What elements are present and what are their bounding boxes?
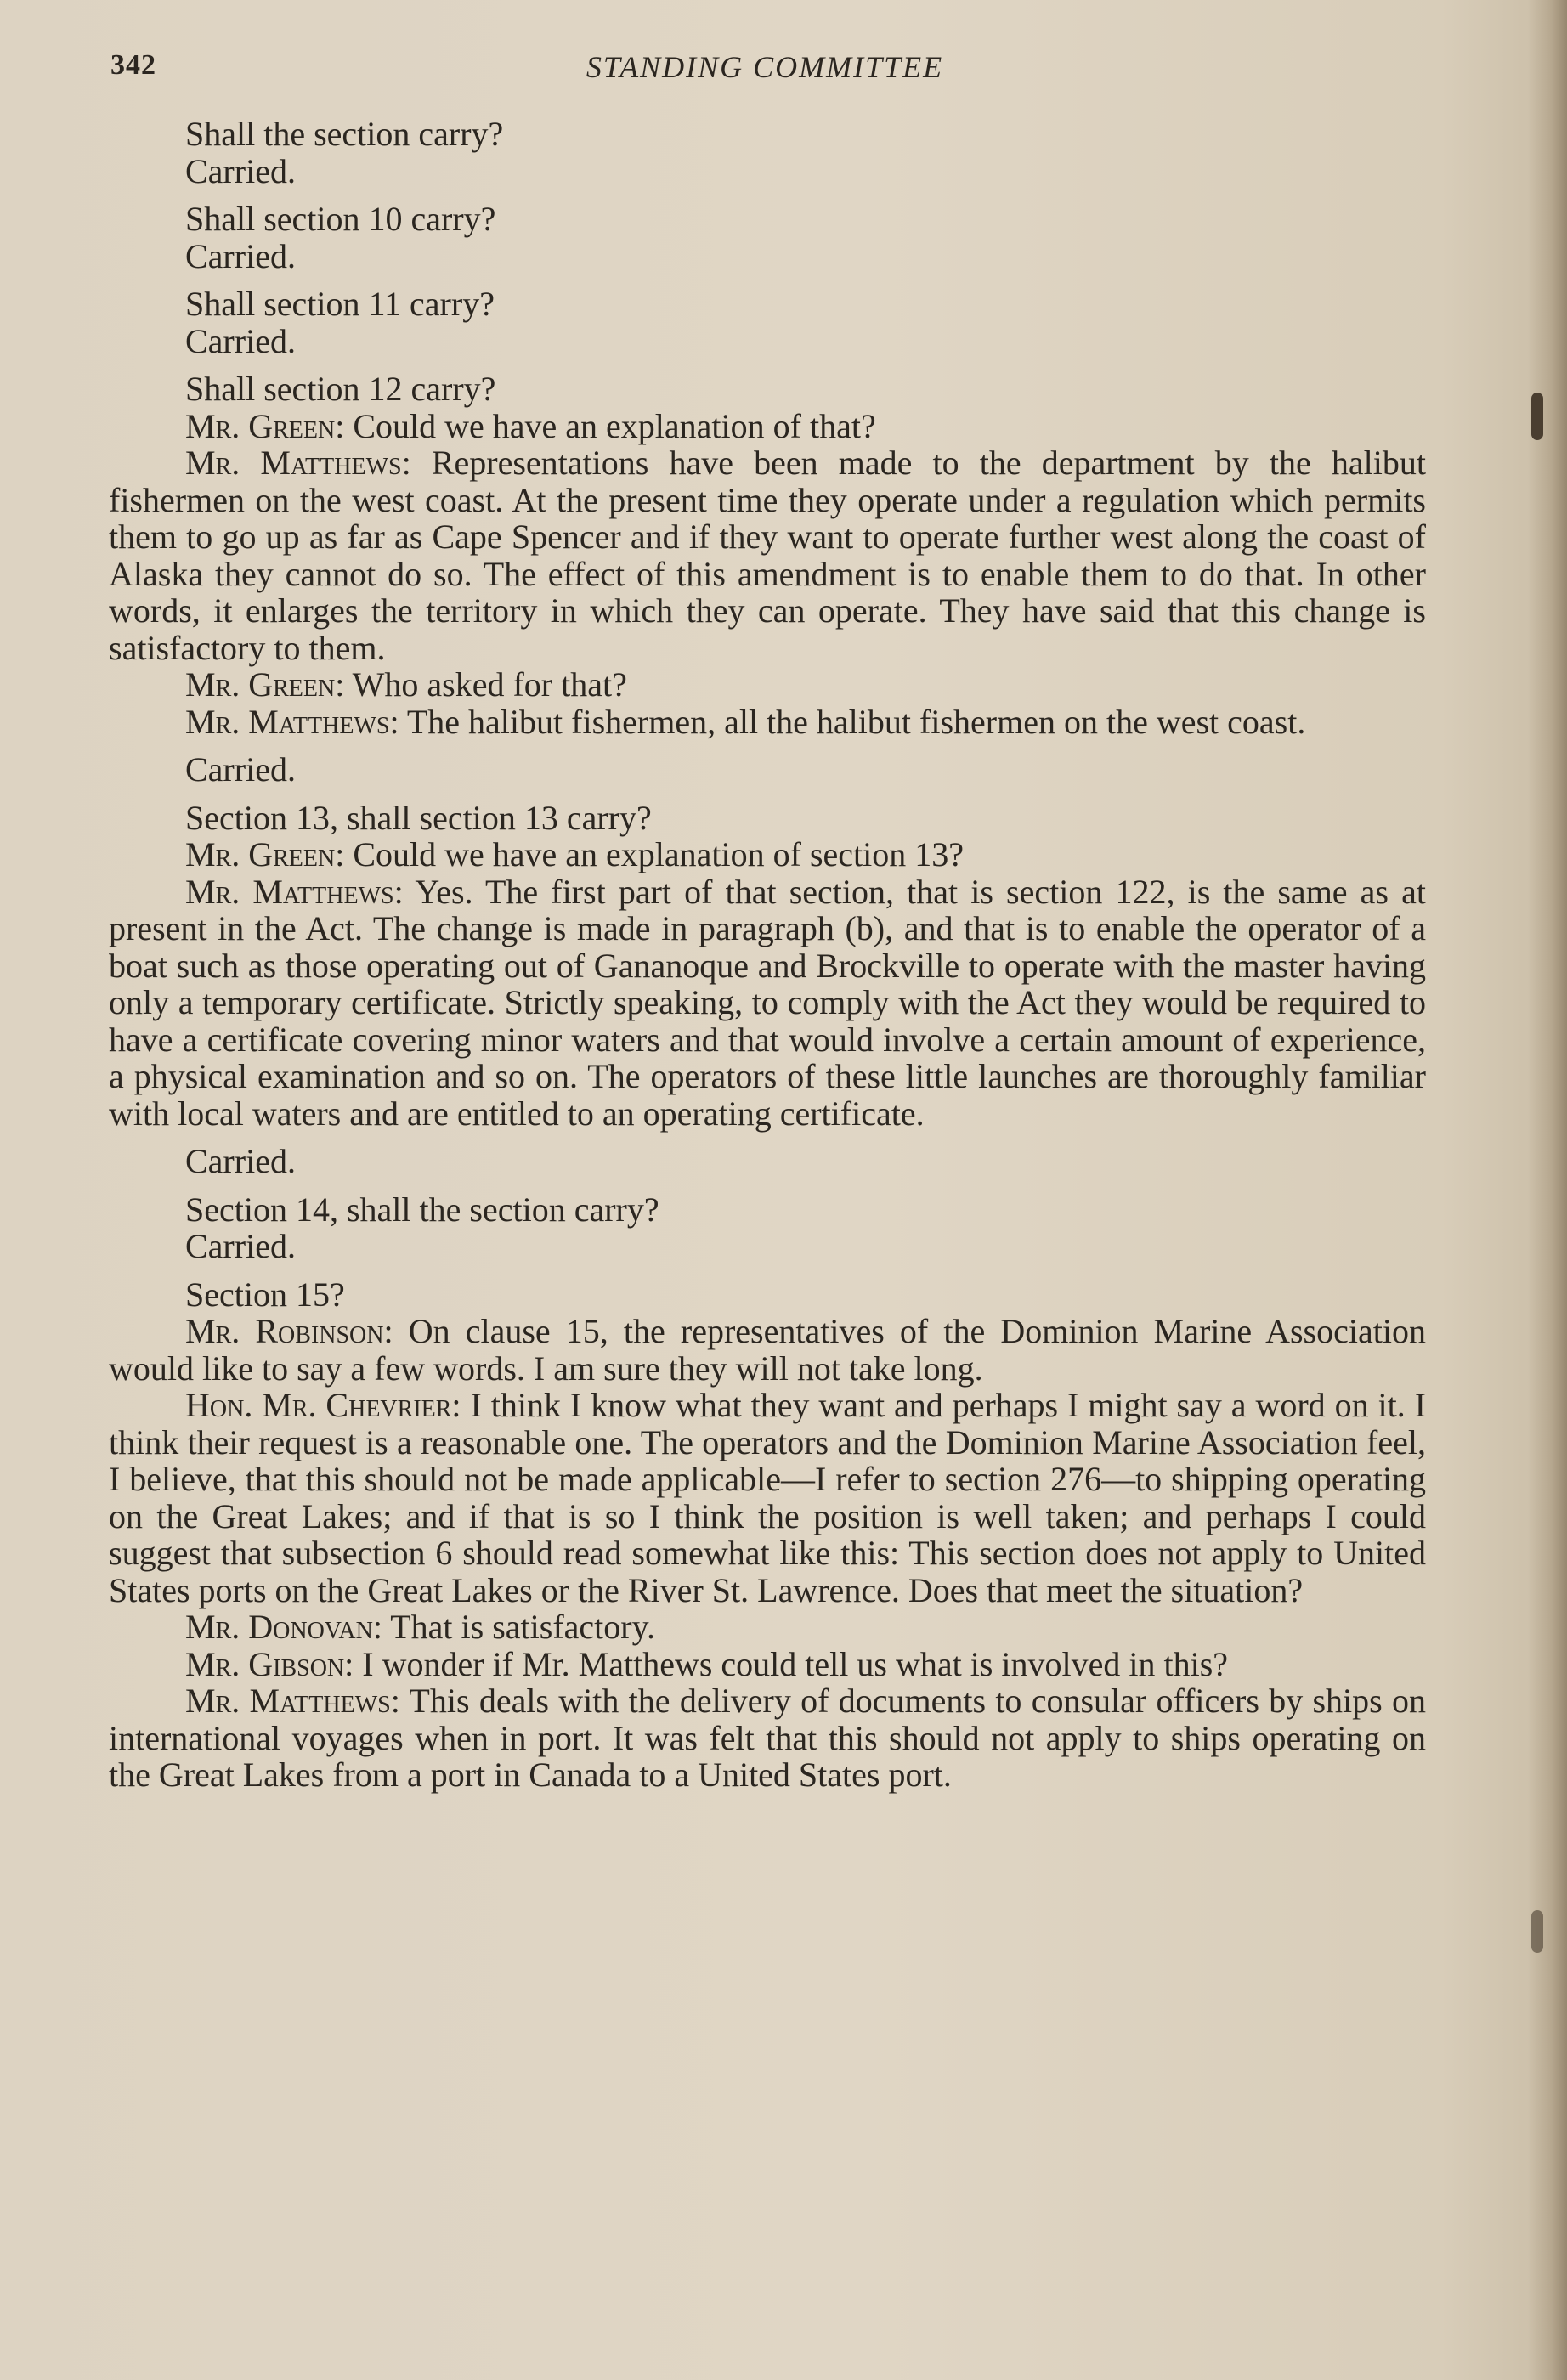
paragraph-text: Yes. The first part of that section, that is section 122, is the same as at present in the Act. The change is made in paragraph (b), and that is to enable the operator of a boat such as those operating out of Gananoque and Brockville to operate with the master having only a temporary certificate. Strictly speaking, to comply with the Act they would be required to have a certificate covering minor waters and that would involve a certain amount of experience, a physical examination and so on. The operators of these little launches are thoroughly familiar with local waters and are entitled to an operating certificate. (109, 872, 1426, 1133)
paragraph-text: Section 15? (185, 1275, 345, 1314)
procedural-line (109, 1228, 1426, 1265)
speaker-name: Mr. Matthews (185, 444, 402, 482)
paragraph-text: Shall section 11 carry? (185, 285, 495, 323)
paragraph-text: Shall the section carry? (185, 115, 504, 153)
procedural-line (109, 116, 1426, 153)
page-binding-shadow (1528, 0, 1567, 2380)
procedural-line (109, 1143, 1426, 1180)
transcript-body (109, 116, 1426, 1794)
speaker-name: Mr. Green (185, 665, 336, 704)
speech-paragraph: Mr. Matthews: The halibut fishermen, all the halibut fishermen on the west coast. (185, 702, 1306, 741)
paragraph-text: Could we have an explanation of section 13? (353, 835, 965, 873)
speaker-name: Mr. Robinson (185, 1312, 384, 1350)
paragraph-text: Carried. (185, 750, 296, 789)
procedural-line (109, 153, 1426, 190)
page-header (110, 49, 1419, 83)
page-edge-mark (1531, 393, 1543, 440)
paragraph-text: Could we have an explanation of that? (353, 406, 876, 445)
speech-paragraph: Mr. Green: Could we have an explanation of section 13? (185, 835, 965, 873)
speaker-name: Mr. Green (185, 406, 336, 445)
paragraph-text: The halibut fishermen, all the halibut fishermen on the west coast. (406, 702, 1306, 741)
speech-paragraph: Mr. Matthews: Representations have been made to the department by the halibut fishermen on the west coast. At the present time they operate under a regulation which permits them to go up as far as Cape Spencer and if they want to operate further west along the coast of Alaska they cannot do so. The effect of this amendment is to enable them to do that. In other words, it enlarges the territory in which they can operate. They have said that this change is satisfactory to them. (109, 444, 1426, 667)
paragraph-text: Carried. (185, 1142, 296, 1180)
paragraph-text: Shall section 10 carry? (185, 200, 496, 238)
speaker-name: Mr. Donovan (185, 1608, 373, 1646)
procedural-line (109, 800, 1426, 837)
paragraph-text: On clause 15, the representatives of the Dominion Marine Association would like to say a few words. I am sure they will not take long. (109, 1312, 1426, 1388)
paragraph-text: That is satisfactory. (390, 1608, 655, 1646)
procedural-line (109, 201, 1426, 238)
speech-paragraph: Mr. Matthews: This deals with the delivery of documents to consular officers by ships on international voyages when in port. It was felt that this should not apply to ships operating on the Great Lakes from a port in Canada to a United States port. (109, 1682, 1427, 1794)
speaker-name: Mr. Green (185, 835, 336, 873)
procedural-line (109, 751, 1426, 789)
speech-paragraph: Mr. Robinson: On clause 15, the representatives of the Dominion Marine Association would like to say a few words. I am sure they will not take long. (109, 1312, 1426, 1388)
paragraph-text: Representations have been made to the department by the halibut fishermen on the west coast. At the present time they operate under a regulation which permits them to go up as far as Cape Spencer and if they want to operate further west along the coast of Alaska they cannot do so. The effect of this amendment is to enable them to do that. In other words, it enlarges the territory in which they can operate. They have said that this change is satisfactory to them. (109, 444, 1426, 667)
speaker-name: Mr. Gibson (185, 1644, 345, 1683)
running-head: STANDING COMMITTEE (586, 50, 944, 84)
procedural-line (109, 285, 1426, 323)
paragraph-text: Shall section 12 carry? (185, 370, 496, 408)
procedural-line (109, 1276, 1426, 1314)
procedural-line (109, 370, 1426, 408)
paragraph-text: Carried. (185, 151, 296, 190)
procedural-line (109, 238, 1426, 275)
paragraph-text: Section 13, shall section 13 carry? (185, 798, 652, 837)
speech-paragraph: Mr. Matthews: Yes. The first part of that section, that is section 122, is the same as at present in the Act. The change is made in paragraph (b), and that is to enable the operator of a boat such as those operating out of Gananoque and Brockville to operate with the master having only a temporary certificate. Strictly speaking, to comply with the Act they would be required to have a certificate covering minor waters and that would involve a certain amount of experience, a physical examination and so on. The operators of these little launches are thoroughly familiar with local waters and are entitled to an operating certificate. (109, 872, 1426, 1133)
paragraph-text: Carried. (185, 236, 296, 275)
paragraph-text: I think I know what they want and perhaps I might say a word on it. I think their request is a reasonable one. The operators and the Dominion Marine Association feel, I believe, that this should not be made applicable—I refer to section 276—to shipping operating on the Great Lakes; and if that is so I think the position is well taken; and perhaps I could suggest that subsection 6 should read somewhat like this: This section does not apply to United States ports on the Great Lakes or the River St. Lawrence. Does that meet the situation? (109, 1386, 1426, 1609)
page-edge-mark (1531, 1910, 1543, 1953)
paragraph-text: Carried. (185, 1227, 296, 1265)
speech-paragraph: Mr. Donovan: That is satisfactory. (185, 1608, 655, 1646)
page-number: 342 (110, 49, 156, 81)
speech-paragraph: Mr. Green: Who asked for that? (185, 665, 627, 704)
speaker-name: Mr. Matthews (185, 1682, 391, 1720)
speech-paragraph: Hon. Mr. Chevrier: I think I know what they want and perhaps I might say a word on it. I think their request is a reasonable one. The operators and the Dominion Marine Association feel, I believe, that this should not be made applicable—I refer to section 276—to shipping operating on the Great Lakes; and if that is so I think the position is well taken; and perhaps I could suggest that subsection 6 should read somewhat like this: This section does not apply to United States ports on the Great Lakes or the River St. Lawrence. Does that meet the situation? (109, 1386, 1426, 1609)
speaker-name: Mr. Matthews (185, 872, 394, 911)
procedural-line (109, 323, 1426, 360)
paragraph-text: Section 14, shall the section carry? (185, 1190, 659, 1229)
speaker-name: Mr. Matthews (185, 702, 390, 741)
procedural-line (109, 1191, 1426, 1229)
paragraph-text: Who asked for that? (352, 665, 627, 704)
paragraph-text: I wonder if Mr. Matthews could tell us what is involved in this? (362, 1644, 1229, 1683)
paragraph-text: This deals with the delivery of documents to consular officers by ships on international voyages when in port. It was felt that this should not apply to ships operating on the Great Lakes from a port in Canada to a United States port. (109, 1682, 1427, 1794)
speaker-name: Hon. Mr. Chevrier (185, 1386, 452, 1424)
speech-paragraph: Mr. Gibson: I wonder if Mr. Matthews could tell us what is involved in this? (185, 1644, 1229, 1683)
paragraph-text: Carried. (185, 321, 296, 360)
speech-paragraph: Mr. Green: Could we have an explanation of that? (185, 406, 876, 445)
